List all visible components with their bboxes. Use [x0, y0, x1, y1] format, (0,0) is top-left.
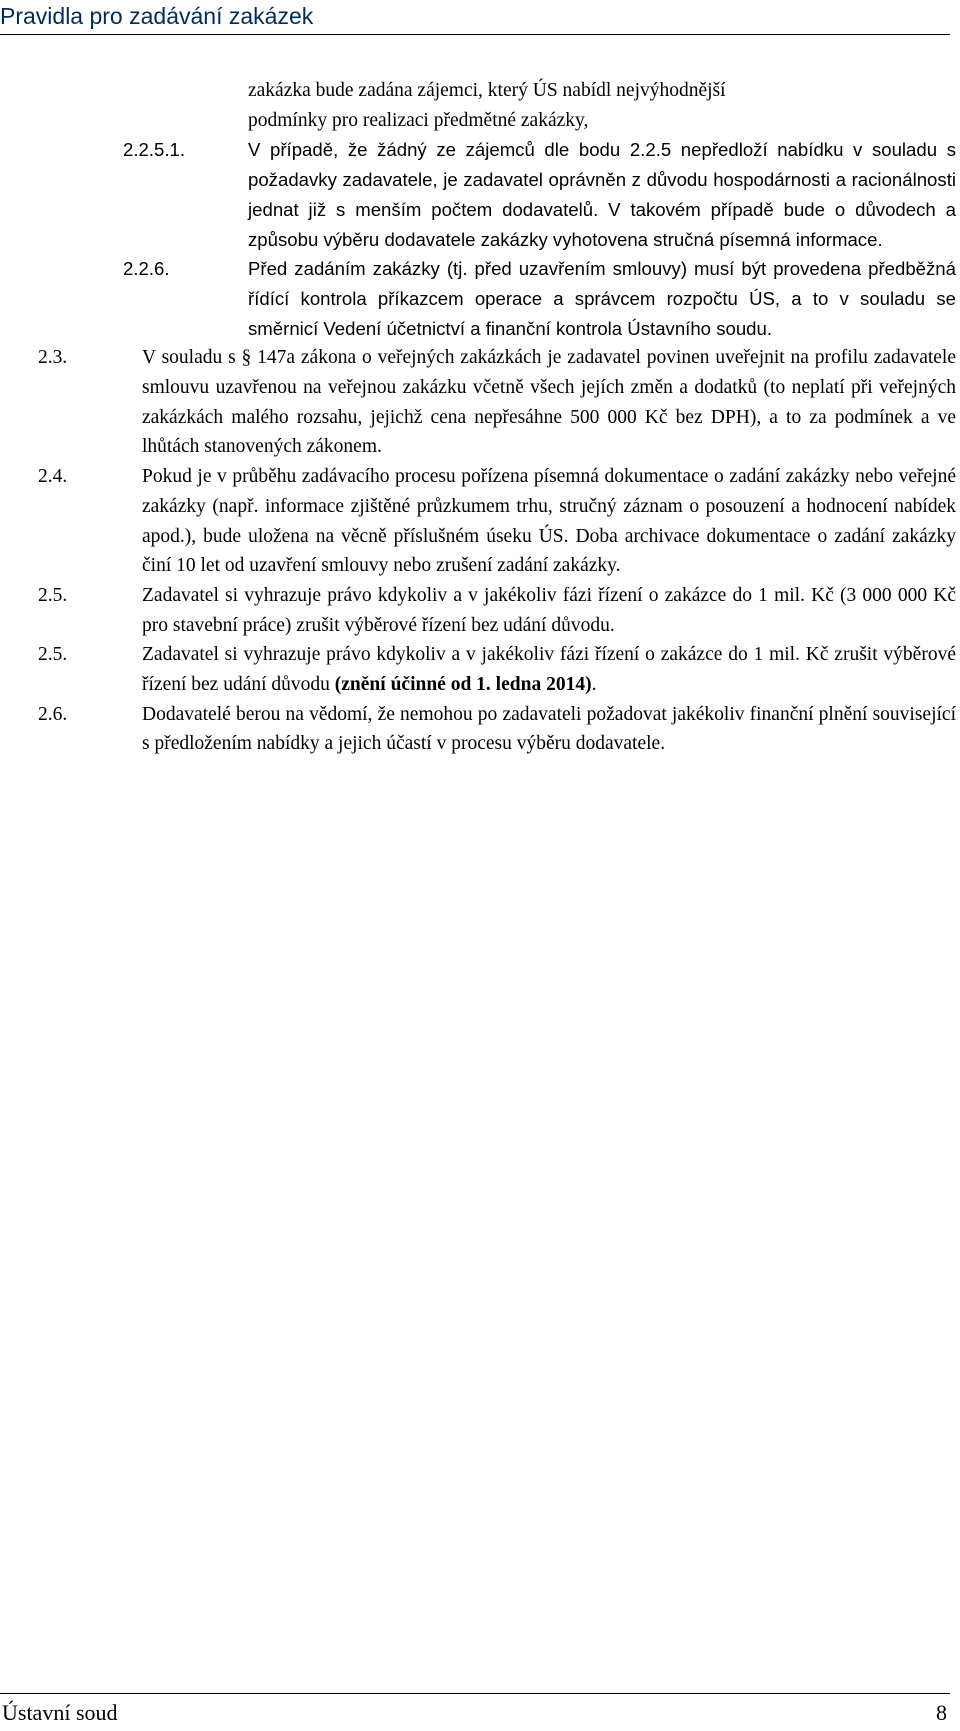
document-body [38, 76, 956, 759]
section-text: V souladu s § 147a zákona o veřejných zakázkách je zadavatel povinen uveřejnit na profilu zadavatele smlouvu uzavřenou na veřejnou zakázku včetně všech jejích změn a dodatků (to neplatí při veřejných zakázkách malého rozsahu, jejichž cena nepřesáhne 500 000 Kč bez DPH), a to za podmínek a ve lhůtách stanovených zákonem. [142, 347, 956, 458]
section-number: 2.2.6. [123, 258, 170, 280]
footer-organization: Ústavní soud [2, 1700, 118, 1725]
effective-date-note: (znění účinné od 1. ledna 2014) [334, 674, 592, 696]
page-header [0, 0, 950, 35]
continued-line-1: zakázka bude zadána zájemci, který ÚS nabídl nejvýhodnější [248, 80, 726, 101]
section-number: 2.5. [38, 584, 68, 606]
section-text: Zadavatel si vyhrazuje právo kdykoliv a v jakékoliv fázi řízení o zakázce do 1 mil. Kč zrušit výběrové řízení bez udání důvodu [142, 644, 956, 696]
section-2-3 [38, 343, 956, 462]
section-number: 2.3. [38, 347, 68, 369]
section-text: Před zadáním zakázky (tj. před uzavřením smlouvy) musí být provedena předběžná řídící kontrola příkazcem operace a správcem rozpočtu ÚS, a to v souladu se směrnicí Vedení účetnictví a finanční kontrola Ústavního soudu. [248, 258, 956, 339]
section-2-5-b [38, 640, 956, 699]
section-number: 2.2.5.1. [123, 139, 186, 161]
section-number: 2.6. [38, 703, 68, 725]
section-2-5-a [38, 581, 956, 640]
continued-text [38, 76, 956, 135]
page-number: 8 [936, 1700, 947, 1725]
section-2-2-6 [38, 254, 956, 343]
continued-line-2: podmínky pro realizaci předmětné zakázky, [248, 109, 589, 131]
section-2-4 [38, 462, 956, 581]
section-text: Pokud je v průběhu zadávacího procesu pořízena písemná dokumentace o zadání zakázky nebo veřejné zakázky (např. informace zjištěné průzkumem trhu, stručný záznam o posouzení a hodnocení nabídek apod.), bude uložena na věcně příslušném úseku ÚS. Doba archivace dokumentace o zadání zakázky činí 10 let od uzavření smlouvy nebo zrušení zadání zakázky. [142, 466, 956, 577]
header-title: Pravidla pro zadávání zakázek [0, 3, 314, 29]
section-2-2-5-1 [38, 135, 956, 254]
section-number: 2.4. [38, 466, 68, 488]
section-number: 2.5. [38, 644, 68, 666]
section-text: V případě, že žádný ze zájemců dle bodu 2.2.5 nepředloží nabídku v souladu s požadavky zadavatele, je zadavatel oprávněn z důvodu hospodárnosti a racionálnosti jednat již s menším počtem dodavatelů. V takovém případě bude o důvodech a způsobu výběru dodavatele zakázky vyhotovena stručná písemná informace. [248, 139, 956, 250]
section-text-end: . [591, 674, 597, 696]
page-footer [0, 1693, 950, 1731]
section-text: Zadavatel si vyhrazuje právo kdykoliv a v jakékoliv fázi řízení o zakázce do 1 mil. Kč (3 000 000 Kč pro stavební práce) zrušit výběrové řízení bez udání důvodu. [142, 584, 956, 636]
section-text: Dodavatelé berou na vědomí, že nemohou po zadavateli požadovat jakékoliv finanční plnění související s předložením nabídky a jejich účastí v procesu výběru dodavatele. [142, 703, 956, 755]
section-2-6 [38, 700, 956, 759]
